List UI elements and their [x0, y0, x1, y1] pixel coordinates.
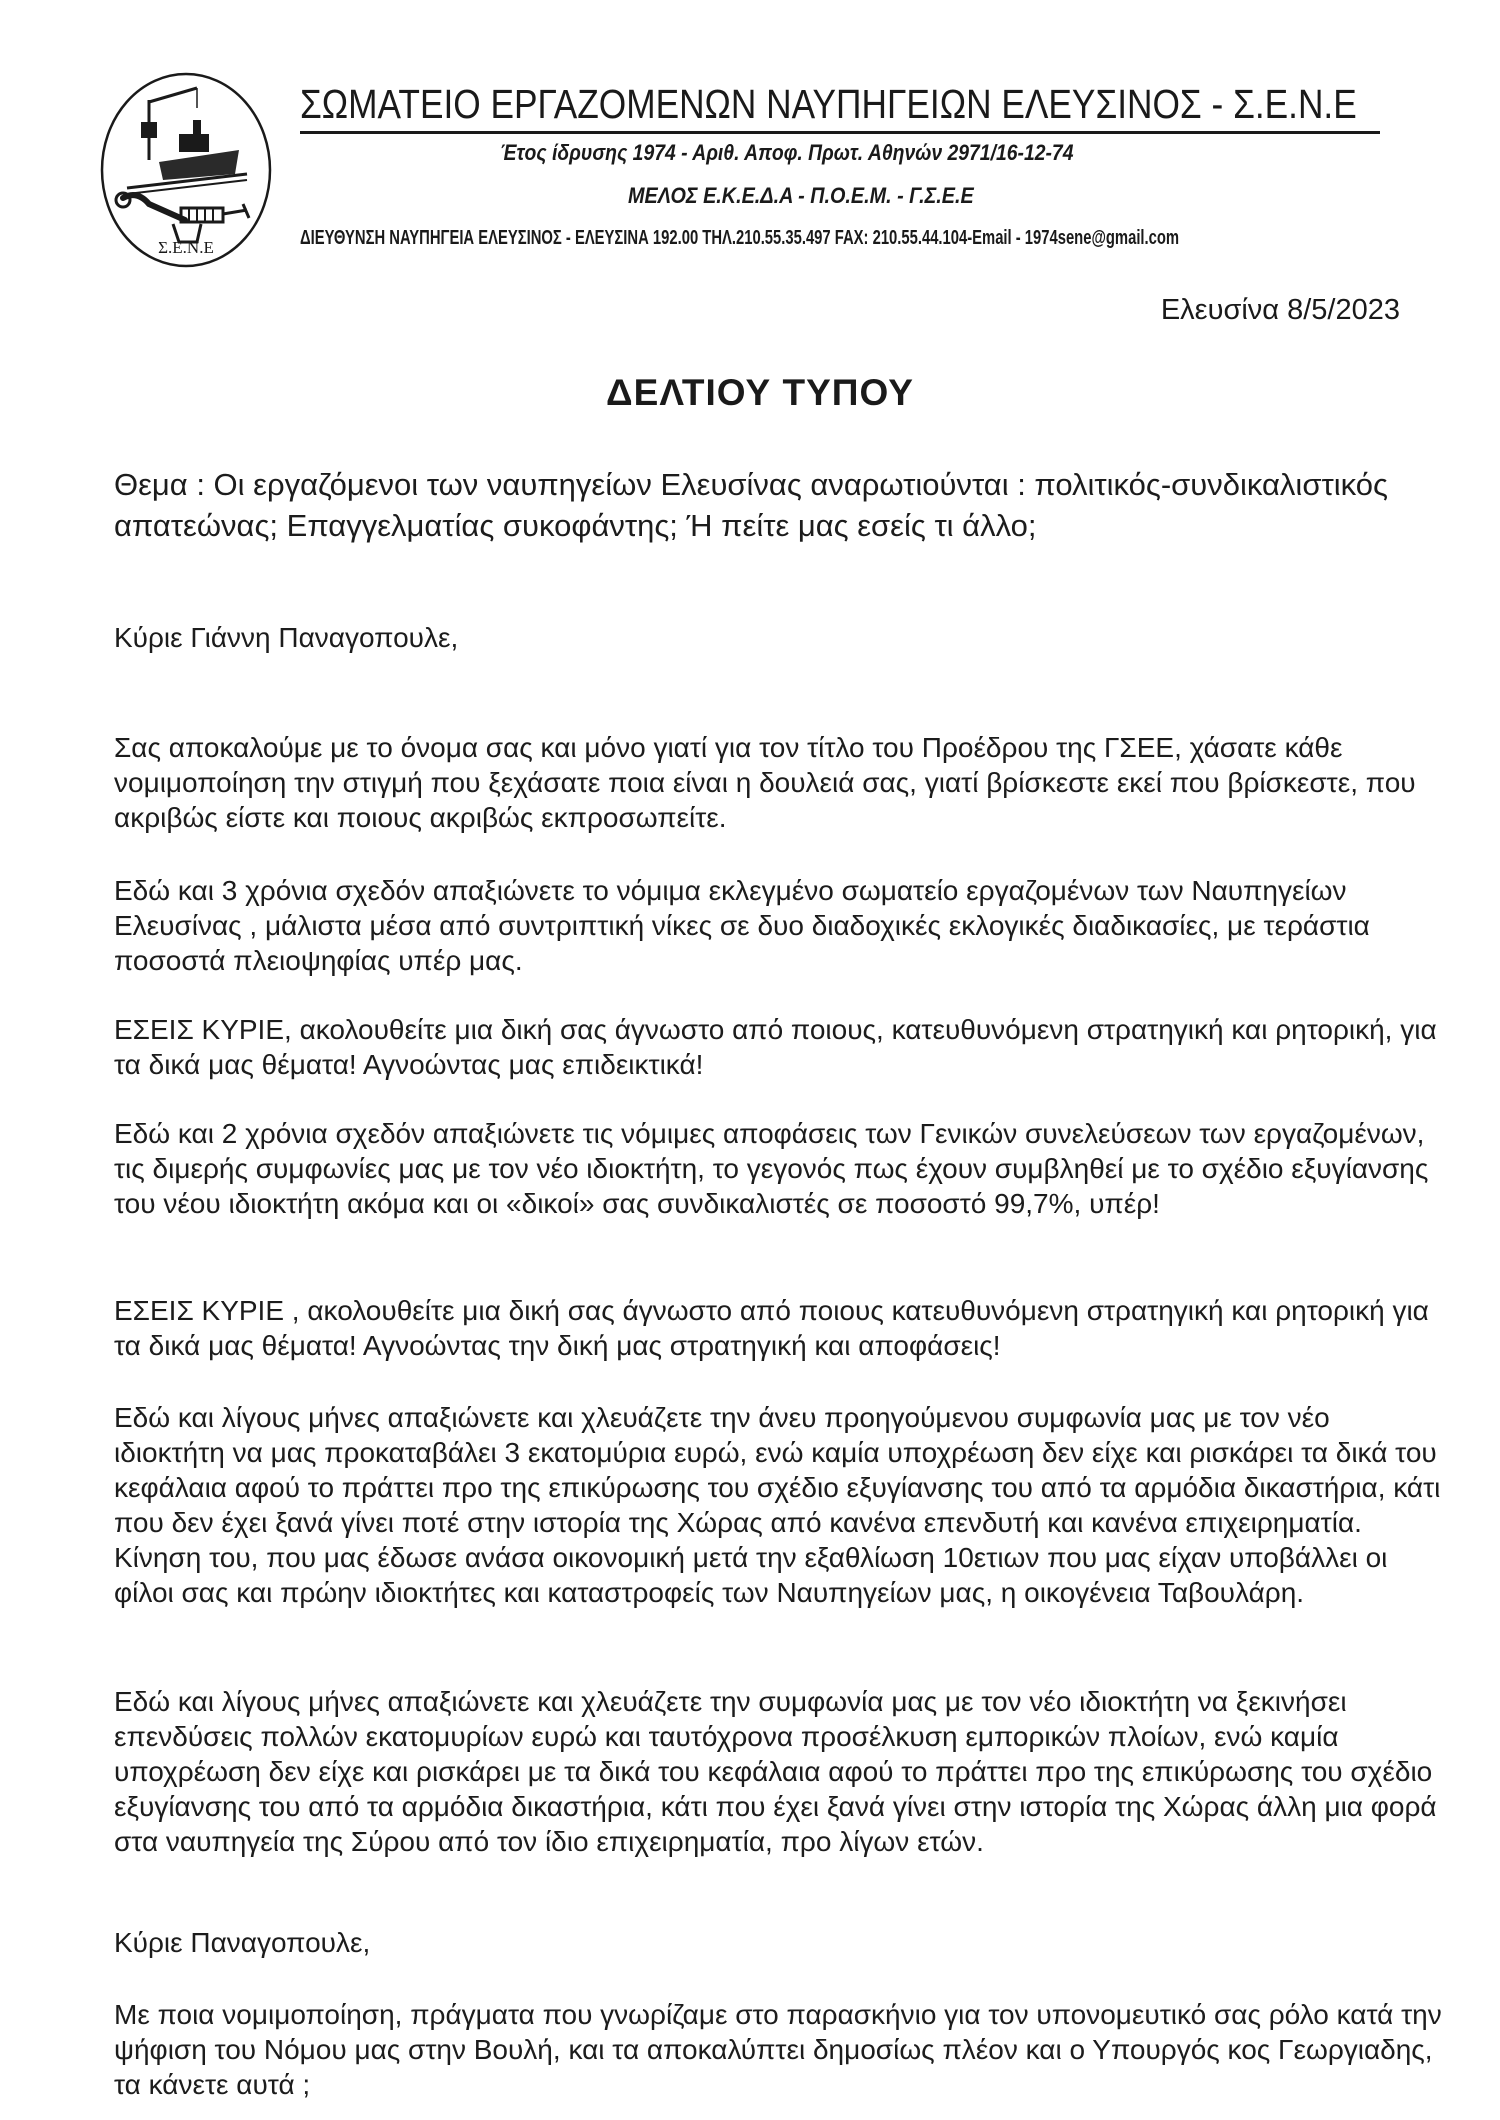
founding-info: Έτος ίδρυσης 1974 - Αριθ. Αποφ. Πρωτ. Αθηνών 2971/16-12-74: [500, 140, 1074, 165]
salutation-second: Κύριε Παναγοπουλε,: [114, 1927, 371, 1958]
paragraph: ΕΣΕΙΣ ΚΥΡΙΕ , ακολουθείτε μια δική σας άγνωστο από ποιους κατευθυνόμενη στρατηγική και ρητορική για τα δικά μας θέματα! Αγνοώντας την δική μας στρατηγική και αποφάσεις!: [114, 1295, 1429, 1361]
document-title: ΔΕΛΤΙΟΥ ΤΥΠΟΥ: [606, 372, 914, 413]
membership-info: ΜΕΛΟΣ Ε.Κ.Ε.Δ.Α - Π.Ο.Ε.Μ. - Γ.Σ.Ε.Ε: [628, 183, 974, 208]
union-logo: [97, 70, 275, 270]
paragraph: Εδώ και λίγους μήνες απαξιώνετε και χλευάζετε την άνευ προηγούμενου συμφωνία μας με τον νέο ιδιοκτήτη να μας προκαταβάλει 3 εκατομύρια ευρώ, ενώ καμία υποχρέωση δεν είχε και ρισκάρει τα δικά του κεφάλαια αφού το πράττει προ της επικύρωσης του σχέδιο εξυγίανσης του από τα αρμόδια δικαστήρια, κάτι που δεν έχει ξανά γίνει ποτέ στην ιστορία της Χώρας από κανένα επενδυτή και κανένα επιχειρηματία. Κίνηση του, που μας έδωσε ανάσα οικονομική μετά την εξαθλίωση 10ετιων που μας είχαν υποβάλλει οι φίλοι σας και πρώην ιδιοκτήτες και καταστροφείς των Ναυπηγείων μας, η οικογένεια Ταβουλάρη.: [114, 1402, 1441, 1608]
paragraph: ΕΣΕΙΣ ΚΥΡΙΕ, ακολουθείτε μια δική σας άγνωστο από ποιους, κατευθυνόμενη στρατηγική και ρητορική, για τα δικά μας θέματα! Αγνοώντας μας επιδεικτικά!: [114, 1014, 1437, 1080]
paragraph: Εδώ και 3 χρόνια σχεδόν απαξιώνετε το νόμιμα εκλεγμένο σωματείο εργαζομένων των Ναυπηγείων Ελευσίνας , μάλιστα μέσα από συντριπτική νίκες σε δυο διαδοχικές εκλογικές διαδικασίες, με τεράστια ποσοστά πλειοψηφίας υπέρ μας.: [114, 875, 1370, 976]
subject-line: Θεμα : Οι εργαζόμενοι των ναυπηγείων Ελευσίνας αναρωτιούνται : πολιτικός-συνδικαλιστικός απατεώνας; Επαγγελματίας συκοφάντης; Ή πείτε μας εσείς τι άλλο;: [114, 467, 1388, 543]
document-date: Ελευσίνα 8/5/2023: [1160, 294, 1400, 326]
logo-text: Σ.Ε.Ν.Ε: [158, 238, 214, 257]
organization-underline: [300, 131, 1380, 134]
address-contact-info: ΔΙΕΥΘΥΝΣΗ ΝΑΥΠΗΓΕΙΑ ΕΛΕΥΣΙΝΟΣ - ΕΛΕΥΣΙΝΑ 192.00 ΤΗΛ.210.55.35.497 FAX: 210.55.44.104-Email - 1974sene@gmail.com: [300, 227, 1180, 249]
paragraph: Σας αποκαλούμε με το όνομα σας και μόνο γιατί για τον τίτλο του Προέδρου της ΓΣΕΕ, χάσατε κάθε νομιμοποίηση την στιγμή που ξεχάσατε ποια είναι η δουλειά σας, γιατί βρίσκεστε εκεί που βρίσκεστε, που ακριβώς είστε και ποιους ακριβώς εκπροσωπείτε.: [114, 732, 1416, 833]
paragraph: Εδώ και λίγους μήνες απαξιώνετε και χλευάζετε την συμφωνία μας με τον νέο ιδιοκτήτη να ξεκινήσει επενδύσεις πολλών εκατομυρίων ευρώ και ταυτόχρονα προσέλκυση εμπορικών πλοίων, ενώ καμία υποχρέωση δεν είχε και ρισκάρει με τα δικά του κεφάλαια αφού το πράττει προ της επικύρωσης του σχέδιο εξυγίανσης του από τα αρμόδια δικαστήρια, κάτι που έχει ξανά γίνει στην ιστορία της Χώρας άλλη μια φορά στα ναυπηγεία της Σύρου από τον ίδιο επιχειρηματία, προ λίγων ετών.: [114, 1686, 1437, 1857]
closing-paragraph: Με ποια νομιμοποίηση, πράγματα που γνωρίζαμε στο παρασκήνιο για τον υπονομευτικό σας ρόλο κατά την ψήφιση του Νόμου μας στην Βουλή, και τα αποκαλύπτει δημοσίως πλέον και ο Υπουργός κος Γεωργιαδης, τα κάνετε αυτά ;: [114, 1999, 1442, 2100]
paragraph: Εδώ και 2 χρόνια σχεδόν απαξιώνετε τις νόμιμες αποφάσεις των Γενικών συνελεύσεων των εργαζομένων, τις διμερής συμφωνίες μας με τον νέο ιδιοκτήτη, το γεγονός πως έχουν συμβληθεί με το σχέδιο εξυγίανσης του νέου ιδιοκτήτη ακόμα και οι «δικοί» σας συνδικαλιστές σε ποσοστό 99,7%, υπέρ!: [114, 1118, 1429, 1219]
organization-name: ΣΩΜΑΤΕΙΟ ΕΡΓΑΖΟΜΕΝΩΝ ΝΑΥΠΗΓΕΙΩΝ ΕΛΕΥΣΙΝΟΣ - Σ.Ε.Ν.Ε: [300, 81, 1357, 127]
salutation-first: Κύριε Γιάννη Παναγοπουλε,: [114, 622, 459, 653]
